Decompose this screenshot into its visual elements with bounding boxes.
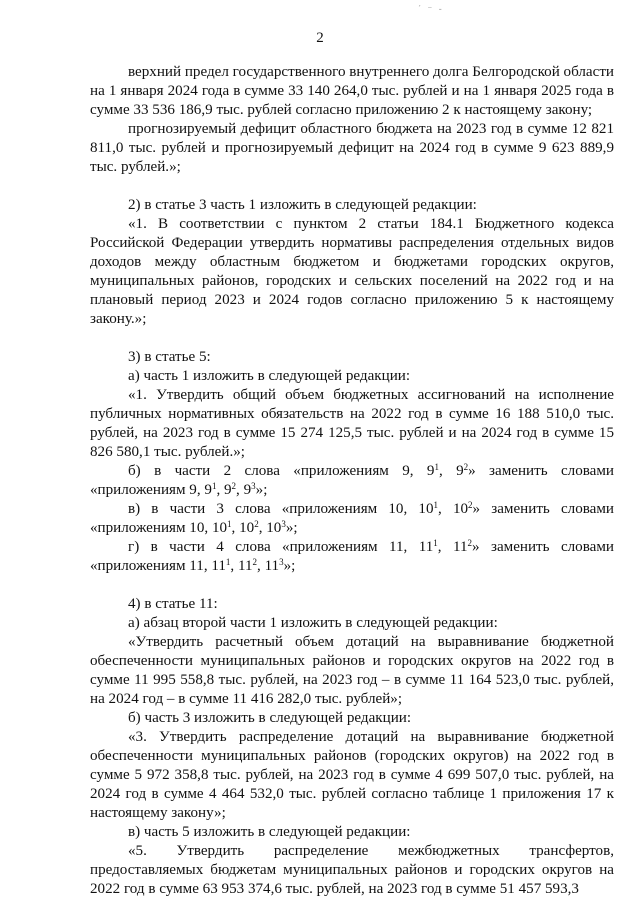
- paragraph-article-3-text: «1. В соответствии с пунктом 2 статьи 184.1 Бюджетного кодекса Российской Федерации утвердить нормативы распределения отдельных видов доходов между областным бюджетом и бюджетами городских округов, муниципальных районов, городских и сельских поселений на 2022 год и на плановый период 2023 и 2024 годов согласно приложению 5 к настоящему закону.»;: [90, 216, 614, 327]
- page-number: 2: [316, 30, 324, 46]
- paragraph-debt-limit: верхний предел государственного внутреннего долга Белгородской области на 1 января 2024 года в сумме 33 140 264,0 тыс. рублей и на 1 января 2025 года в сумме 33 536 186,9 тыс. рублей согласно приложению 2 к настоящему закону;: [90, 64, 614, 118]
- paragraph-deficit: прогнозируемый дефицит областного бюджета на 2023 год в сумме 12 821 811,0 тыс. рублей и прогнозируемый дефицит на 2024 год в сумме 9 623 889,9 тыс. рублей.»;: [90, 121, 614, 175]
- paragraph-article-11-c-text: «5. Утвердить распределение межбюджетных трансфертов, предоставляемых бюджетам муниципальных районов и городских округов на 2022 год в сумме 63 953 374,6 тыс. рублей, на 2023 год в сумме 51 457 593,3: [90, 843, 614, 897]
- scan-artifact: ˊ ⁻ -: [418, 4, 444, 14]
- paragraph-article-5-a-text: «1. Утвердить общий объем бюджетных ассигнований на исполнение публичных нормативных обязательств на 2022 год в сумме 16 188 510,0 тыс. рублей, на 2023 год в сумме 15 274 125,5 тыс. рублей и на 2024 год в сумме 15 826 580,1 тыс. рублей.»;: [90, 387, 614, 460]
- paragraph-article-11-a: а) абзац второй части 1 изложить в следующей редакции:: [128, 615, 498, 631]
- paragraph-article-3: 2) в статье 3 часть 1 изложить в следующей редакции:: [128, 197, 477, 213]
- document-body: [90, 63, 614, 899]
- paragraph-article-11-c: в) часть 5 изложить в следующей редакции:: [128, 824, 411, 840]
- paragraph-article-11-a-text: «Утвердить расчетный объем дотаций на выравнивание бюджетной обеспеченности муниципальных районов и городских округов на 2022 год в сумме 11 995 558,8 тыс. рублей, на 2023 год – в сумме 11 164 523,0 тыс. рублей, на 2024 год – в сумме 11 416 282,0 тыс. рублей»;: [90, 634, 614, 707]
- paragraph-article-5-b: б) в части 2 слова «приложениям 9, $9^1$, $9^2$» заменить словами «приложениям 9, $9^1$, $9^2$, $9^3$»;: [90, 462, 615, 498]
- paragraph-article-5-a: а) часть 1 изложить в следующей редакции:: [128, 368, 411, 384]
- paragraph-article-11: 4) в статье 11:: [128, 596, 218, 612]
- paragraph-article-5-d: г) в части 4 слова «приложениям 11, $11^1$, $11^2$» заменить словами «приложениям 11, $11^1$, $11^2$, $11^3$»;: [90, 538, 614, 574]
- paragraph-article-5: 3) в статье 5:: [128, 349, 211, 365]
- paragraph-article-11-b: б) часть 3 изложить в следующей редакции:: [128, 710, 412, 726]
- paragraph-article-5-c: в) в части 3 слова «приложениям 10, $10^1$, $10^2$» заменить словами «приложениям 10, $10^1$, $10^2$, $10^3$»;: [90, 500, 614, 536]
- paragraph-article-11-b-text: «3. Утвердить распределение дотаций на выравнивание бюджетной обеспеченности муниципальных районов (городских округов) на 2022 год в сумме 5 972 358,8 тыс. рублей, на 2023 год в сумме 4 699 507,0 тыс. рублей, на 2024 год в сумме 4 464 532,0 тыс. рублей согласно таблице 1 приложения 17 к настоящему закону»;: [90, 729, 614, 821]
